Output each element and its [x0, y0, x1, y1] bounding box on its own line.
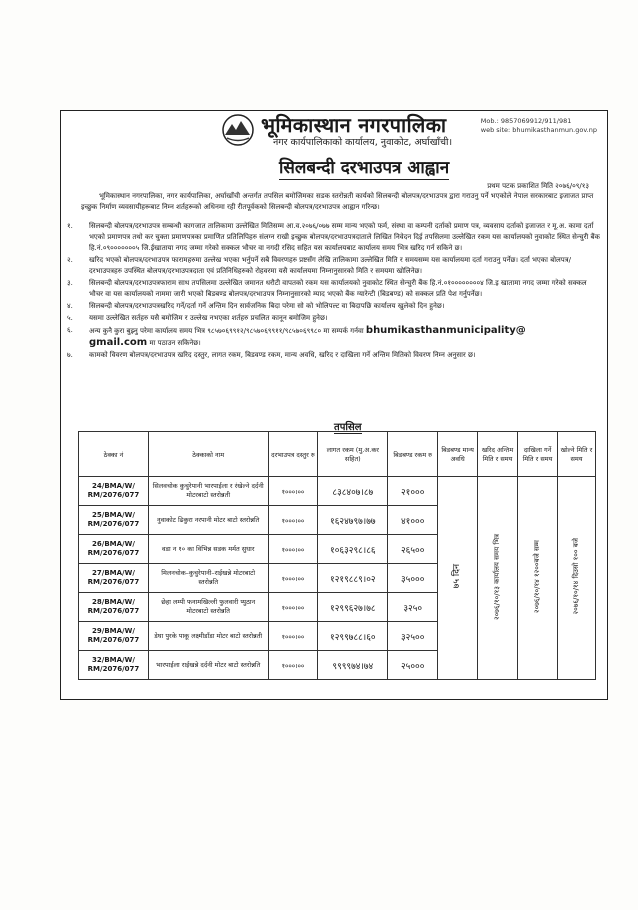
- contract-fee: १०००।००: [268, 564, 318, 593]
- table-title: तपसिल: [334, 419, 362, 434]
- contract-cost: १०६३२९८।८६: [318, 535, 388, 564]
- contract-bid-bond: ३२५००: [388, 622, 438, 651]
- header-purchase-deadline: खरिद अन्तिम मिति र समय: [478, 432, 518, 477]
- contract-cost: १२९९७८८।६०: [318, 622, 388, 651]
- contract-fee: १०००।००: [268, 651, 318, 680]
- header-validity: बिडबण्ड मान्य अवधि: [438, 432, 478, 477]
- contract-code: 26/BMA/W/ RM/2076/077: [79, 535, 149, 564]
- list-item: २. खरिद भएको बोलपत्र/दरभाउपत्र फारामहरुमा उल्लेख भएका भर्नुपर्ने सबै विवरणहरु प्रष्टसँग लेखि तालिकामा उल्लेखित मिति र समयसम्म यस कार्यालयमा दर्ता गराउनु पर्नेछ। दर्ता भएका बोलपत्र/दरभाउपत्रहरु उपस्थित बोलपत्र/दरभाउपत्रदाता एवं प्रतिनिधिहरुको रोहवरमा यसै कार्यालयमा निम्नानुसारको मिति र समयमा खोलिनेछ।: [67, 256, 571, 275]
- opening-date-cell: २०७६/१०/१४ दिउसो १०० बजे: [557, 477, 595, 680]
- conditions-list: [67, 221, 601, 362]
- header-opening-date: खोल्ने मिति र समय: [557, 432, 595, 477]
- contract-code: 25/BMA/W/ RM/2076/077: [79, 506, 149, 535]
- contract-bid-bond: ३२५०: [388, 593, 438, 622]
- municipality-logo-icon: [219, 113, 257, 147]
- list-item: ४. सिलबन्दी बोलपत्र/दरभाउपत्रखरिद गर्ने/दर्ता गर्ने अन्तिम दिन सार्वजनिक बिदा परेमा सो को भोलिपल्ट वा बिदापछि कार्यालय खुलेको दिन हुनेछ।: [67, 302, 445, 310]
- intro-paragraph: भूमिकास्थान नगरपालिका, नगर कार्यपालिका, अर्घाखाँची अन्तर्गत तपसिल बमोजिमका सडक स्तरोन्नती कार्यको सिलबन्दी बोलपत्र/दरभाउपत्र द्वारा गराउनु पर्ने भएकोले नेपाल सरकारबाट इजाजत प्राप्त इच्छुक निर्माण व्यवसायीहरूबाट निम्न शर्तहरूको अधिनमा रही रीतपूर्वकको सिलबन्दी बोलपत्र/दरभाउपत्र आह्वान गरिन्छ।: [81, 192, 594, 211]
- contract-cost: ९९९९७४।७४: [318, 651, 388, 680]
- list-item: ६. अन्य कुनै कुरा बुझ्नु परेमा कार्यालय समय भित्र ९८५७०६९९१२/९८५७०६९९११/९८५७०६९९८० मा सम्पर्क गर्नवा bhumikasthanmunicipality@ gmail.com मा पठाउन सकिनेछ।: [67, 325, 526, 348]
- validity-cell: ७५ दिन: [438, 477, 478, 680]
- contract-code: 32/BMA/W/ RM/2076/077: [79, 651, 149, 680]
- header-contract-no: ठेक्का नं: [79, 432, 149, 477]
- contract-name: मिलनचोक–कुचुरेपानी–राईखन्ने मोटरबाटो स्तरोन्नति: [148, 564, 268, 593]
- contract-bid-bond: २५०००: [388, 651, 438, 680]
- contract-cost: १२१९८८९।०२: [318, 564, 388, 593]
- header-bid-bond: बिडबण्ड रकम रु: [388, 432, 438, 477]
- submission-deadline-cell: २०७६/१०/१४ १२००बजे सम्म: [518, 477, 558, 680]
- notice-sheet: [60, 110, 608, 700]
- contract-name: डेघा पुरके पाकू लक्ष्मीडाँडा मोटर बाटो स्तरोन्नती: [148, 622, 268, 651]
- contact-mobile: Mob.: 9857069912/911/981: [480, 117, 572, 125]
- org-subtitle: नगर कार्यपालिकाको कार्यालय, नुवाकोट, अर्घाखाँची।: [273, 137, 453, 148]
- contract-code: 28/BMA/W/ RM/2076/077: [79, 593, 149, 622]
- header-cost: लागत रकम (मु.अ.कर सहित): [318, 432, 388, 477]
- header-submission-deadline: दाखिला गर्ने मिति र समय: [518, 432, 558, 477]
- contract-bid-bond: ४१०००: [388, 506, 438, 535]
- header-contract-name: ठेक्काको नाम: [148, 432, 268, 477]
- contract-bid-bond: २१०००: [388, 477, 438, 506]
- contact-email[interactable]: bhumikasthanmunicipality@: [365, 325, 526, 336]
- contract-code: 27/BMA/W/ RM/2076/077: [79, 564, 149, 593]
- contract-fee: १०००।००: [268, 506, 318, 535]
- contract-fee: १०००।००: [268, 622, 318, 651]
- contract-fee: १०००।००: [268, 535, 318, 564]
- list-item: ७. कामको विवरण बोलपत्र/दरभाउपत्र खरिद दस्तुर, लागत रकम, बिडवण्ड रकम, मान्य अवधि, खरिद र दाखिला गर्ने अन्तिम मितिको विवरण निम्न अनुसार छ।: [67, 351, 476, 359]
- publication-date: प्रथम पटक प्रकाशित मिति २०७६/०९/१३: [487, 182, 589, 190]
- list-item: १. सिलबन्दी बोलपत्र/दरभाउपत्र सम्बन्धी कागजात तालिकामा उल्लेखित मितिसम्म आ.व.२०७६/०७७ सम्म मान्य भएको फर्म, संस्था वा कम्पनी दर्ताको प्रमाण पत्र, व्यवसाय दर्ताको इजाजत र मू.अ. कामा दर्ता भएको प्रमाणपत्र तथो कर चुक्ता प्रमाणपत्रका प्रमाणित प्रतिलिपिहरु संलग्न राखी इच्छुक बोलपत्र/दरभाउपत्रदाताले लिखित निवेदन दिई तपसिलमा उल्लेखित रकम यस कार्यालयको नुवाकोट स्थित सेन्चुरी बैंक हि.नं.०९०००००००५ जि.ईखाताया नगद जम्मा गरेको सक्कल भौचर वा नगदी रसिद सहित यस कार्यालयबाट कार्यालय समय भित्र खरिद गर्न सकिने छ।: [67, 222, 600, 252]
- notice-title: सिलबन्दी दरभाउपत्र आह्वान: [279, 155, 449, 180]
- contract-name: छेहा लम्पी फनामखिल्ली फुलवारी प्युठान मोटरबाटो स्तरोन्नति: [148, 593, 268, 622]
- contract-name: नुवाकोट ढिकुरा नरपानी मोटर बाटो स्तरोन्नति: [148, 506, 268, 535]
- org-name: भूमिकास्थान नगरपालिका: [261, 113, 447, 137]
- header-fee: दरभाउपत्र दस्तुर रु: [268, 432, 318, 477]
- contact-info: [481, 117, 597, 135]
- contract-name: सिलवचोक कुचुरेपानी भारपाईला र रंखेल्ने दर्दनी मोटरबाटो स्तरोन्नती: [148, 477, 268, 506]
- contract-fee: १०००।००: [268, 477, 318, 506]
- contract-bid-bond: २६५००: [388, 535, 438, 564]
- contract-cost: १६२४७९७।७७: [318, 506, 388, 535]
- purchase-deadline-cell: २०७६/१०/१३ कार्यालय समय भित्र: [478, 477, 518, 680]
- contract-name: भारपाईला राईखन्ने दर्दनी मोटर बाटो स्तरोन्नति: [148, 651, 268, 680]
- contract-bid-bond: ३५०००: [388, 564, 438, 593]
- table-row: [79, 477, 596, 506]
- contact-website: web site: bhumikasthanmun.gov.np: [480, 126, 597, 134]
- contract-name: वडा न १० का विभिन्न सडक मर्मत सुधार: [148, 535, 268, 564]
- list-item: ५. यसमा उल्लेखित सर्तहरु यसै बमोजिम र उल्लेख नभएका शर्तहरु प्रचलित कानून बमोजिम हुनेछ।: [67, 314, 328, 322]
- contract-cost: ८३८४०७।८७: [318, 477, 388, 506]
- table-header-row: [79, 432, 596, 477]
- contract-fee: १०००।००: [268, 593, 318, 622]
- tender-table: [78, 431, 596, 680]
- contact-email-domain[interactable]: gmail.com: [89, 337, 148, 348]
- list-item: ३. सिलबन्दी बोलपत्र/दरभाउपत्रफाराम साथ तपसिलमा उल्लेखित जमानत धरौटी वापतको रकम यस कार्यालयको नुवाकोट स्थित सेन्चुरी बैंक हि.नं.०१००००००००४ जि.इ खातामा नगद जम्मा गरेको सक्कल भौचर वा यस कार्यालयको नाममा जारी भएको बिडबण्ड बोलपत्र/दरभाउपत्र निम्नानुसारको म्याद भएको बैंक ग्यारेन्टी (बिडबण्ड) को सक्कल प्रति पेश गर्नुपर्नेछ।: [67, 279, 587, 298]
- contract-cost: १२९९६२७।७८: [318, 593, 388, 622]
- contract-code: 29/BMA/W/ RM/2076/077: [79, 622, 149, 651]
- contract-code: 24/BMA/W/ RM/2076/077: [79, 477, 149, 506]
